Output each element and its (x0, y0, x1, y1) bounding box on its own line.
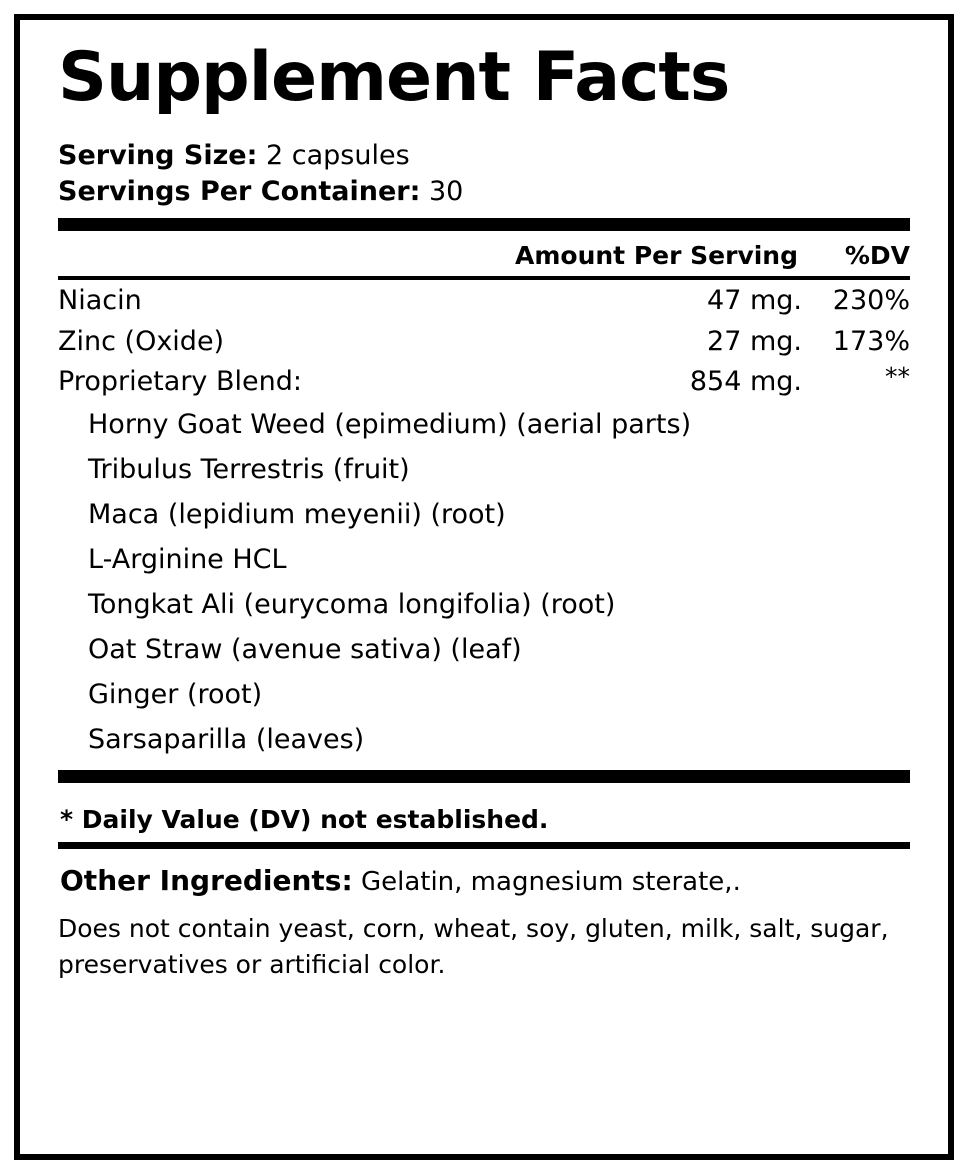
serving-size-row (58, 138, 918, 174)
list-item: Maca (lepidium meyenii) (root) (88, 498, 506, 530)
nutrient-table (58, 280, 910, 402)
table-row (58, 361, 910, 402)
serving-size-value: 2 capsules (266, 140, 410, 171)
table-row (58, 280, 910, 321)
daily-value-footnote: * Daily Value (DV) not established. (60, 804, 549, 834)
nutrient-amount: 854 mg. (689, 366, 802, 398)
servings-per-container-value: 30 (428, 175, 464, 207)
table-row (58, 321, 910, 362)
nutrient-name: Proprietary Blend: (58, 366, 302, 398)
nutrient-amount: 47 mg. (707, 284, 802, 316)
list-item: Horny Goat Weed (epimedium) (aerial parts) (88, 408, 692, 440)
other-ingredients-row (60, 863, 918, 897)
serving-size-label: Serving Size: (58, 140, 258, 171)
divider-thick-bottom (58, 770, 910, 783)
table-column-headers (58, 241, 910, 270)
percent-dv-header: %DV (844, 240, 910, 270)
allergen-disclaimer: Does not contain yeast, corn, wheat, soy, gluten, milk, salt, sugar, preservatives or artificial color. (58, 913, 889, 980)
serving-info (58, 138, 918, 210)
divider-thick-top (58, 218, 910, 231)
list-item: Tongkat Ali (eurycoma longifolia) (root) (88, 588, 616, 620)
list-item: Oat Straw (avenue sativa) (leaf) (88, 633, 522, 665)
proprietary-blend-list (58, 402, 910, 762)
nutrient-name: Niacin (58, 284, 142, 316)
page-title: Supplement Facts (58, 38, 730, 117)
nutrient-amount: 27 mg. (707, 325, 802, 357)
other-ingredients-value: Gelatin, magnesium sterate,. (360, 866, 741, 897)
nutrient-name: Zinc (Oxide) (58, 325, 225, 357)
nutrient-dv: 230% (832, 284, 910, 316)
list-item: L-Arginine HCL (88, 543, 287, 575)
divider-above-other-ingredients (58, 842, 910, 849)
servings-per-container-label: Servings Per Container: (58, 175, 421, 207)
list-item: Sarsaparilla (leaves) (88, 723, 365, 755)
servings-per-container-row (58, 174, 918, 210)
nutrient-dv: 173% (832, 325, 910, 357)
list-item: Tribulus Terrestris (fruit) (88, 453, 410, 485)
nutrient-dv: ** (885, 362, 910, 392)
list-item: Ginger (root) (88, 678, 263, 710)
supplement-facts-panel (14, 14, 954, 1160)
amount-per-serving-header: Amount Per Serving (515, 240, 798, 270)
other-ingredients-label: Other Ingredients: (60, 863, 353, 897)
